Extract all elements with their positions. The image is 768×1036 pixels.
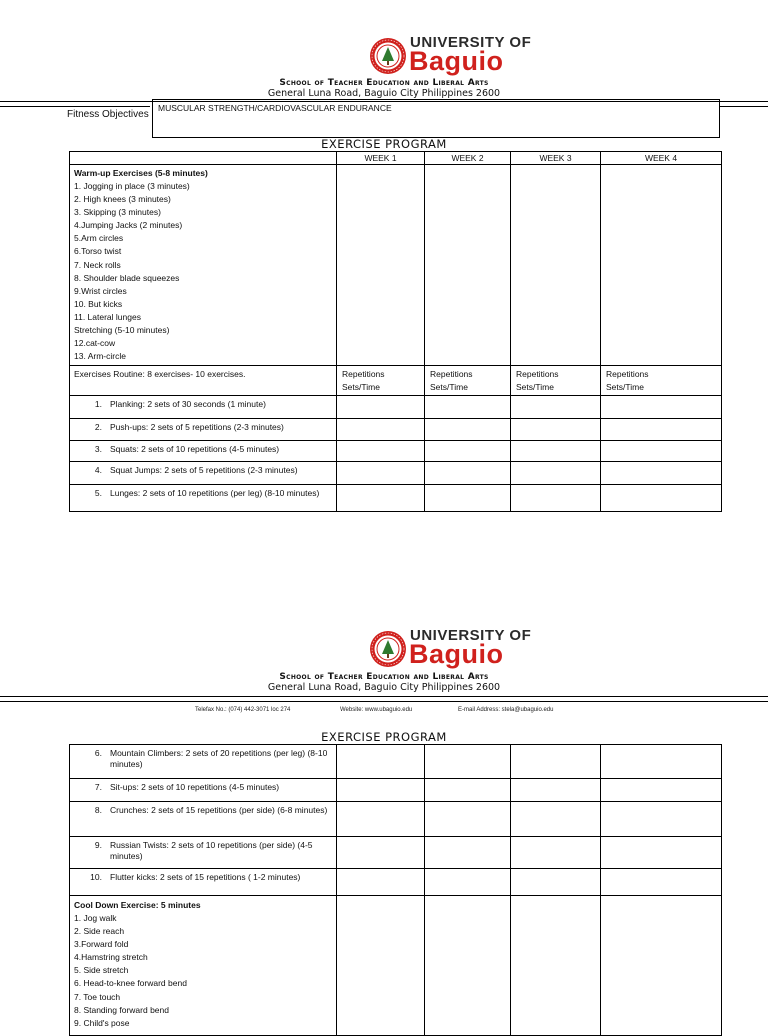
week-4-cell[interactable]: [601, 485, 722, 512]
exercise-cell: [70, 462, 337, 485]
cooldown-item: 3.Forward fold: [74, 939, 129, 950]
week-1-header: WEEK 1: [337, 152, 425, 165]
week-2-cell[interactable]: [425, 485, 511, 512]
week-4-reps-label: [601, 366, 722, 396]
university-name-top: UNIVERSITY OF: [410, 627, 532, 644]
week-1-cell[interactable]: [337, 779, 425, 802]
warmup-item: 5.Arm circles: [74, 233, 124, 244]
week-4-cell[interactable]: [601, 441, 722, 462]
exercise-number: 1.: [94, 399, 102, 410]
reps-label: Repetitions: [342, 369, 385, 380]
week-1-cell[interactable]: [337, 485, 425, 512]
warmup-item: 12.cat-cow: [74, 338, 116, 349]
exercise-cell: [70, 745, 337, 779]
warmup-item: 1. Jogging in place (3 minutes): [74, 181, 190, 191]
cooldown-item: 4.Hamstring stretch: [74, 952, 148, 963]
fitness-objectives-value: MUSCULAR STRENGTH/CARDIOVASCULAR ENDURANCE: [158, 103, 392, 113]
routine-title: Exercises Routine: 8 exercises- 10 exercises.: [70, 366, 337, 396]
exercise-row: [70, 779, 722, 802]
cooldown-row: [70, 896, 722, 1036]
warmup-item: 8. Shoulder blade squeezes: [74, 272, 180, 283]
sets-time-label: Sets/Time: [430, 381, 468, 392]
week-3-cell[interactable]: [511, 462, 601, 485]
exercise-row: [70, 396, 722, 419]
exercise-text: Push-ups: 2 sets of 5 repetitions (2-3 minutes): [110, 422, 284, 433]
exercise-text: Lunges: 2 sets of 10 repetitions (per leg) (8-10 minutes): [110, 488, 320, 499]
week-1-cell[interactable]: [337, 869, 425, 896]
cooldown-item: 6. Head-to-knee forward bend: [74, 978, 187, 989]
exercise-cell: [70, 485, 337, 512]
routine-row: [70, 366, 722, 396]
exercise-number: 10.: [90, 872, 102, 882]
warmup-item: 10. But kicks: [74, 298, 123, 309]
fitness-objectives-label: Fitness Objectives: [67, 109, 149, 120]
week-1-cell[interactable]: [337, 441, 425, 462]
week-4-cell[interactable]: [601, 896, 722, 1036]
school-address: General Luna Road, Baguio City Philippines 2600: [267, 88, 501, 99]
warmup-item: 4.Jumping Jacks (2 minutes): [74, 220, 183, 231]
exercise-number: 5.: [94, 488, 102, 499]
exercise-number: 7.: [94, 782, 102, 792]
university-name-main: Baguio: [409, 639, 504, 669]
week-3-cell[interactable]: [511, 837, 601, 869]
exercise-text: Squat Jumps: 2 sets of 5 repetitions (2-3 minutes): [110, 465, 298, 476]
warmup-item: 2. High knees (3 minutes): [74, 194, 171, 205]
exercise-row: [70, 745, 722, 779]
exercise-text: Mountain Climbers: 2 sets of 20 repetitions (per leg) (8-10 minutes): [110, 748, 328, 769]
week-4-cell[interactable]: [601, 837, 722, 869]
week-4-cell[interactable]: [601, 462, 722, 485]
school-address: General Luna Road, Baguio City Philippines 2600: [267, 682, 501, 693]
exercise-row: [70, 462, 722, 485]
program-title: EXERCISE PROGRAM: [321, 137, 447, 151]
week-header-row: [70, 152, 722, 165]
sets-time-label: Sets/Time: [342, 381, 380, 392]
reps-label: Repetitions: [430, 369, 473, 380]
website-link[interactable]: Website: www.ubaguio.edu: [340, 707, 413, 713]
cooldown-title: Cool Down Exercise: 5 minutes: [74, 900, 201, 910]
week-4-cell[interactable]: [601, 396, 722, 419]
warmup-row: [70, 165, 722, 366]
sets-time-label: Sets/Time: [516, 381, 554, 392]
week-2-cell[interactable]: [425, 396, 511, 419]
week-3-cell[interactable]: [511, 419, 601, 441]
warmup-item: 6.Torso twist: [74, 246, 122, 257]
week-4-cell[interactable]: [601, 419, 722, 441]
school-name: School of Teacher Education and Liberal Arts: [279, 78, 489, 88]
exercise-row: [70, 419, 722, 441]
university-seal-logo: [369, 37, 407, 75]
week-4-cell[interactable]: [601, 869, 722, 896]
week-2-cell[interactable]: [425, 745, 511, 779]
cooldown-item: 9. Child's pose: [74, 1017, 130, 1028]
exercise-text: Planking: 2 sets of 30 seconds (1 minute): [110, 399, 266, 410]
week-4-cell[interactable]: [601, 802, 722, 837]
week-1-cell[interactable]: [337, 419, 425, 441]
week-2-cell[interactable]: [425, 165, 511, 366]
exercise-number: 8.: [94, 805, 102, 815]
week-2-cell[interactable]: [425, 896, 511, 1036]
cooldown-item: 7. Toe touch: [74, 991, 121, 1002]
week-3-cell[interactable]: [511, 779, 601, 802]
exercise-text: Sit-ups: 2 sets of 10 repetitions (4-5 minutes): [110, 782, 280, 792]
warmup-title: Warm-up Exercises (5-8 minutes): [74, 168, 208, 178]
warmup-item: 13. Arm-circle: [74, 351, 126, 362]
exercise-table-page2: [69, 744, 722, 1036]
warmup-item: 3. Skipping (3 minutes): [74, 207, 161, 218]
week-3-cell[interactable]: [511, 441, 601, 462]
week-1-cell[interactable]: [337, 837, 425, 869]
exercise-text: Squats: 2 sets of 10 repetitions (4-5 minutes): [110, 444, 280, 455]
exercise-text: Russian Twists: 2 sets of 10 repetitions (per side) (4-5 minutes): [110, 840, 313, 861]
program-title: EXERCISE PROGRAM: [321, 730, 447, 744]
exercise-number: 6.: [94, 748, 102, 758]
header-rule: [0, 106, 150, 107]
header-empty-cell: [70, 152, 337, 165]
exercise-row: [70, 837, 722, 869]
week-2-cell[interactable]: [425, 837, 511, 869]
week-2-reps-label: [425, 366, 511, 396]
cooldown-item: 8. Standing forward bend: [74, 1004, 169, 1015]
exercise-number: 4.: [94, 465, 102, 476]
week-1-reps-label: [337, 366, 425, 396]
sets-time-label: Sets/Time: [606, 381, 644, 392]
warmup-item: Stretching (5-10 minutes): [74, 325, 170, 336]
exercise-cell: [70, 802, 337, 837]
warmup-item: 11. Lateral lunges: [74, 311, 141, 322]
cooldown-item: 5. Side stretch: [74, 965, 129, 976]
week-3-cell[interactable]: [511, 802, 601, 837]
exercise-cell: [70, 779, 337, 802]
university-seal-logo: [369, 630, 407, 668]
week-1-cell[interactable]: [337, 462, 425, 485]
warmup-item: 9.Wrist circles: [74, 285, 127, 296]
email-address[interactable]: E-mail Address: stela@ubaguio.edu: [458, 707, 554, 713]
cooldown-item: 1. Jog walk: [74, 913, 117, 923]
exercise-number: 3.: [94, 444, 102, 455]
cooldown-item: 2. Side reach: [74, 926, 125, 937]
exercise-text: Crunches: 2 sets of 15 repetitions (per side) (6-8 minutes): [110, 805, 328, 815]
week-3-reps-label: [511, 366, 601, 396]
exercise-number: 9.: [94, 840, 102, 850]
university-name-main: Baguio: [409, 46, 504, 76]
fitness-objectives-box: [152, 99, 720, 138]
exercise-row: [70, 802, 722, 837]
exercise-number: 2.: [94, 422, 102, 433]
exercise-row: [70, 869, 722, 896]
exercise-table-page1: [69, 151, 722, 512]
week-2-cell[interactable]: [425, 462, 511, 485]
week-2-cell[interactable]: [425, 802, 511, 837]
week-1-cell[interactable]: [337, 165, 425, 366]
cooldown-cell: [70, 896, 337, 1036]
week-3-cell[interactable]: [511, 165, 601, 366]
exercise-cell: [70, 837, 337, 869]
week-4-cell[interactable]: [601, 745, 722, 779]
exercise-cell: [70, 396, 337, 419]
header-rule: [0, 696, 768, 697]
reps-label: Repetitions: [606, 369, 649, 380]
week-1-cell[interactable]: [337, 396, 425, 419]
week-4-cell[interactable]: [601, 165, 722, 366]
telefax-number: Telefax No.: (074) 442-3071 loc 274: [195, 707, 291, 713]
week-2-cell[interactable]: [425, 419, 511, 441]
warmup-item: 7. Neck rolls: [74, 259, 121, 270]
exercise-cell: [70, 869, 337, 896]
week-1-cell[interactable]: [337, 745, 425, 779]
warmup-cell: [70, 165, 337, 366]
week-4-cell[interactable]: [601, 779, 722, 802]
exercise-text: Flutter kicks: 2 sets of 15 repetitions ( 1-2 minutes): [110, 872, 301, 882]
week-2-cell[interactable]: [425, 869, 511, 896]
week-2-cell[interactable]: [425, 441, 511, 462]
week-1-cell[interactable]: [337, 802, 425, 837]
week-1-cell[interactable]: [337, 896, 425, 1036]
week-3-cell[interactable]: [511, 745, 601, 779]
week-3-cell[interactable]: [511, 896, 601, 1036]
school-name: School of Teacher Education and Liberal Arts: [279, 672, 489, 682]
week-3-header: WEEK 3: [511, 152, 601, 165]
exercise-cell: [70, 441, 337, 462]
header-rule: [720, 106, 768, 107]
week-3-cell[interactable]: [511, 869, 601, 896]
header-rule: [0, 701, 768, 702]
week-2-header: WEEK 2: [425, 152, 511, 165]
week-2-cell[interactable]: [425, 779, 511, 802]
exercise-row: [70, 485, 722, 512]
week-3-cell[interactable]: [511, 396, 601, 419]
week-3-cell[interactable]: [511, 485, 601, 512]
exercise-row: [70, 441, 722, 462]
reps-label: Repetitions: [516, 369, 559, 380]
week-4-header: WEEK 4: [601, 152, 722, 165]
exercise-cell: [70, 419, 337, 441]
university-name-top: UNIVERSITY OF: [410, 34, 532, 51]
